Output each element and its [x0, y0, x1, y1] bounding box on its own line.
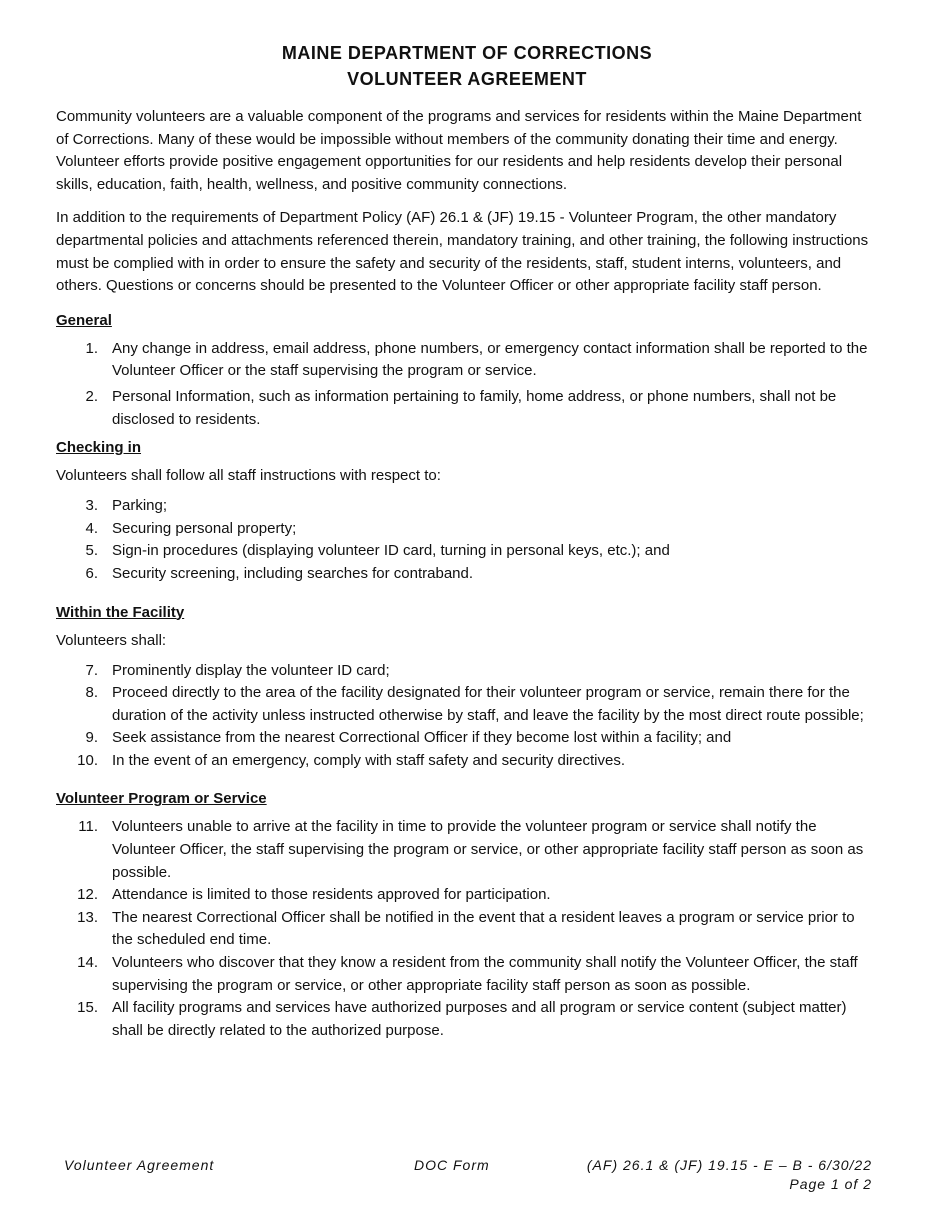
footer-policy-code: (AF) 26.1 & (JF) 19.15 - E – B - 6/30/22 — [586, 1157, 872, 1173]
footer-form-reference — [587, 1156, 872, 1194]
checking-in-list — [56, 495, 878, 585]
list-item — [56, 884, 878, 907]
footer-page-number: Page 1 of 2 — [789, 1176, 872, 1192]
intro-paragraph-2: In addition to the requirements of Department Policy (AF) 26.1 & (JF) 19.15 - Volunteer Program, the other mandatory departmental policies and attachments referenced therein, mandatory training, and other training, the following instructions must be complied with in order to ensure the safety and security of the residents, staff, student interns, volunteers, and others. Questions or concerns should be presented to the Volunteer Officer or other appropriate facility staff person. — [56, 209, 869, 295]
section-heading-program-service: Volunteer Program or Service — [56, 790, 267, 808]
header-form-title: VOLUNTEER AGREEMENT — [347, 69, 587, 89]
item-number: 8. — [85, 684, 98, 702]
item-number: 11. — [78, 818, 98, 836]
item-text: The nearest Correctional Officer shall be notified in the event that a resident leaves a program or service prior to the scheduled end time. — [112, 908, 855, 949]
item-text: Prominently display the volunteer ID card; — [112, 661, 390, 679]
item-text: Seek assistance from the nearest Correctional Officer if they become lost within a facility; and — [112, 729, 732, 747]
header-department: MAINE DEPARTMENT OF CORRECTIONS — [281, 43, 653, 63]
item-text: Sign-in procedures (displaying volunteer ID card, turning in personal keys, etc.); and — [112, 542, 670, 560]
list-item — [56, 563, 878, 586]
checking-in-intro: Volunteers shall follow all staff instructions with respect to: — [56, 467, 441, 485]
item-number: 6. — [85, 564, 98, 582]
item-text: Volunteers unable to arrive at the facility in time to provide the volunteer program or service shall notify the Volunteer Officer, the staff supervising the program or service, or other appropriate facility staff person as soon as possible. — [112, 818, 864, 881]
item-text: Security screening, including searches for contraband. — [112, 564, 474, 582]
list-item — [56, 727, 878, 750]
item-number: 14. — [77, 954, 98, 972]
item-text: Securing personal property; — [112, 519, 297, 537]
item-text: Volunteers who discover that they know a resident from the community shall notify the Volunteer Officer, the staff supervising the program or service, or other appropriate facility staff person as soon as possible. — [112, 954, 858, 994]
list-item — [56, 997, 878, 1042]
item-number: 13. — [77, 908, 98, 926]
program-service-list — [56, 816, 878, 1042]
item-number: 5. — [85, 542, 98, 560]
list-item — [56, 660, 878, 683]
intro-paragraph-1: Community volunteers are a valuable component of the programs and services for residents within the Maine Department of Corrections. Many of these would be impossible without members of the community donating their time and energy. Volunteer efforts provide positive engagement opportunities for our residents and help residents develop their personal skills, education, faith, health, wellness, and positive community connections. — [56, 108, 862, 193]
item-number: 10. — [77, 751, 98, 769]
section-heading-general: General — [56, 311, 112, 329]
list-item — [56, 816, 878, 884]
item-text: Attendance is limited to those residents approved for participation. — [112, 886, 551, 904]
list-item — [56, 907, 878, 952]
item-text: Proceed directly to the area of the facility designated for their volunteer program or service, remain there for the duration of the activity unless instructed otherwise by staff, and leave the facility by the most direct route possible; — [112, 684, 864, 724]
footer-form-name: Volunteer Agreement — [64, 1157, 215, 1173]
list-item — [56, 952, 878, 997]
item-number: 3. — [85, 497, 98, 515]
list-item — [56, 338, 878, 383]
item-text: In the event of an emergency, comply with staff safety and security directives. — [112, 751, 626, 769]
list-item — [56, 518, 878, 541]
item-text: Parking; — [112, 497, 168, 515]
list-item — [56, 540, 878, 563]
list-item — [56, 750, 878, 773]
item-number: 2. — [85, 387, 98, 405]
list-item — [56, 495, 878, 518]
item-text: All facility programs and services have authorized purposes and all program or service content (subject matter) shall be directly related to the authorized purpose. — [112, 999, 847, 1039]
item-number: 12. — [77, 886, 98, 904]
list-item — [56, 386, 878, 431]
item-number: 7. — [85, 661, 98, 679]
section-heading-checking-in: Checking in — [56, 439, 142, 457]
within-facility-list — [56, 660, 878, 773]
general-list — [56, 338, 878, 431]
within-facility-intro: Volunteers shall: — [56, 631, 167, 649]
item-number: 1. — [85, 339, 98, 357]
list-item — [56, 682, 878, 727]
document-page — [56, 40, 878, 1044]
footer-form-type: DOC Form — [414, 1157, 490, 1173]
item-number: 4. — [85, 519, 98, 537]
item-text: Personal Information, such as information pertaining to family, home address, or phone numbers, shall not be disclosed to residents. — [112, 387, 837, 428]
item-number: 15. — [77, 999, 98, 1017]
item-number: 9. — [85, 729, 98, 747]
item-text: Any change in address, email address, phone numbers, or emergency contact information shall be reported to the Volunteer Officer or the staff supervising the program or service. — [112, 339, 868, 380]
section-heading-within-facility: Within the Facility — [56, 603, 185, 621]
